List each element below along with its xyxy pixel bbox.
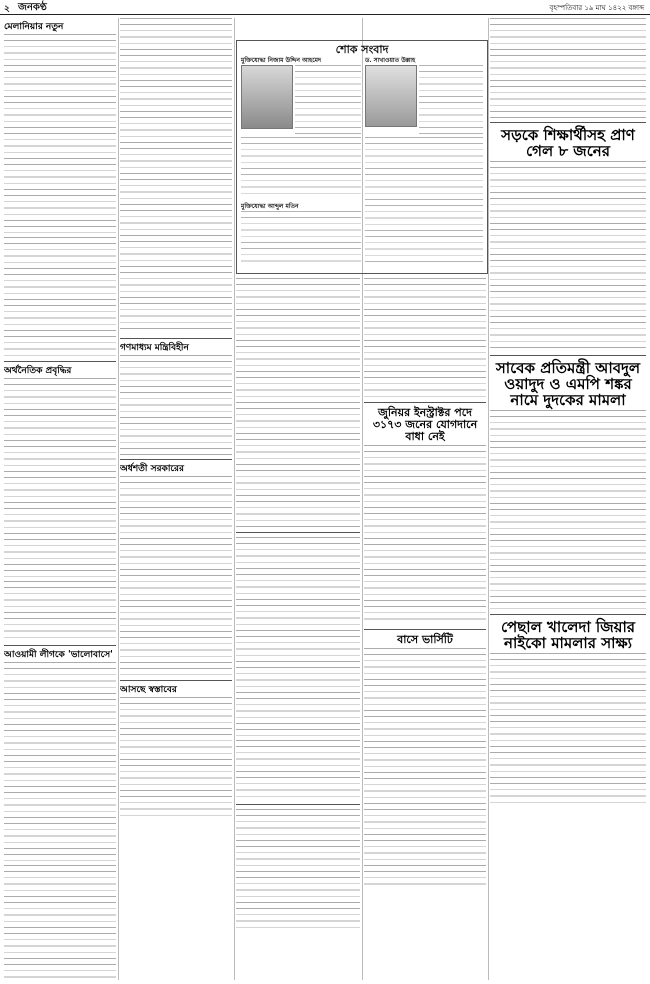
article-text (236, 537, 360, 737)
obituary-headline-3: মুক্তিযোদ্ধা আব্দুল মতিন (241, 203, 299, 210)
divider (364, 402, 486, 403)
article-text (364, 278, 486, 398)
column-3 (236, 278, 360, 980)
divider (490, 614, 646, 615)
divider (120, 680, 232, 681)
obituary-text (295, 65, 361, 135)
article-text (120, 697, 232, 817)
article-text (236, 809, 360, 929)
article-text (4, 237, 116, 357)
divider (236, 532, 360, 533)
page-header (0, 0, 650, 15)
page-number: ২ (4, 4, 10, 14)
column-divider (234, 18, 235, 980)
obituary-box (236, 40, 488, 274)
obituary-text (241, 137, 361, 197)
article-text (120, 355, 232, 455)
divider (120, 338, 232, 339)
article-text (236, 278, 360, 528)
article-text (4, 378, 116, 578)
headline-road-accident: সড়কে শিক্ষার্থীসহ প্রাণ গেল ৮ জনের (501, 126, 635, 160)
obituary-headline-2: ড. সাখাওয়াত উল্লাহ (365, 57, 416, 64)
divider (120, 459, 232, 460)
headline-economy: অর্থনৈতিক প্রবৃদ্ধির (4, 366, 72, 376)
headline-niko-case: পেছাল খালেদা জিয়ার নাইকো মামলার সাক্ষ্য (500, 618, 636, 652)
divider (236, 804, 360, 805)
obituary-text (419, 65, 483, 135)
article-text (490, 161, 646, 351)
article-text (120, 18, 232, 334)
article-text (490, 653, 646, 803)
column-2 (120, 18, 232, 980)
article-text (4, 581, 116, 641)
column-divider (118, 18, 119, 980)
article-text (490, 18, 646, 118)
divider (364, 629, 486, 630)
obituary-headline: মুক্তিযোদ্ধা নিজাম উদ্দিন আহমেদ (241, 57, 322, 64)
headline-melania: মেলানিয়ার নতুন (4, 22, 64, 32)
article-text (4, 34, 116, 234)
divider (4, 645, 116, 646)
headline-bus-varsity: বাসে ভার্সিটি (397, 633, 453, 646)
portrait-photo (241, 65, 293, 129)
headline-government: অর্ধশতী সরকারের (120, 464, 184, 474)
headline-instructor: জুনিয়র ইনস্ট্রাক্টর পদে ৩১৭৩ জনের যোগদানে বাধা নেই (372, 406, 478, 443)
divider (4, 361, 116, 362)
article-text (490, 410, 646, 610)
headline-awami-league: আওয়ামী লীগকে 'ভালোবাসে' (4, 650, 113, 660)
obituary-text (241, 211, 361, 267)
column-1 (4, 18, 116, 980)
divider (490, 122, 646, 123)
divider (490, 355, 646, 356)
article-text (4, 662, 116, 862)
paper-name: জনকণ্ঠ (18, 2, 47, 13)
column-5 (490, 18, 646, 980)
headline-media: গণমাধ্যম মন্ত্রিবিহীন (120, 343, 189, 353)
article-text (364, 445, 486, 625)
column-divider (488, 18, 489, 980)
portrait-photo (365, 65, 417, 127)
issue-date: বৃহস্পতিবার ১৯ মাঘ ১৪২২ বঙ্গাব্দ (549, 4, 644, 12)
article-text (120, 476, 232, 676)
article-text (4, 865, 116, 980)
headline-acc-case: সাবেক প্রতিমন্ত্রী আবদুল ওয়াদুদ ও এমপি শঙ্কর নামে দুদকের মামলা (495, 359, 641, 409)
article-text (236, 740, 360, 800)
column-4 (364, 278, 486, 980)
headline-coming: আসছে স্বস্তাবের (120, 685, 177, 695)
obituary-title: শোক সংবাদ (335, 43, 389, 56)
obituary-text (365, 137, 483, 267)
article-text (364, 648, 486, 888)
